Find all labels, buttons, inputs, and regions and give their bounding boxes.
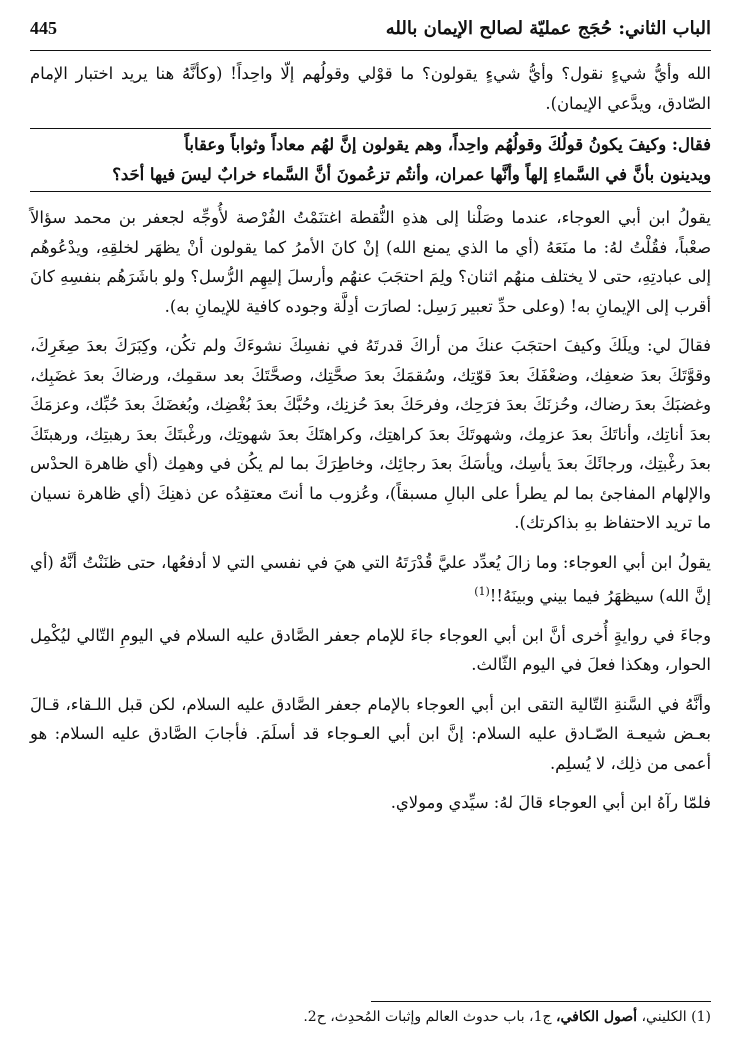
footnote-author: الكليني، <box>641 1009 687 1025</box>
footnote-book: أصول الكافي، <box>555 1009 638 1025</box>
chapter-title: الباب الثاني: حُجَج عمليّة لصالح الإيمان بالله <box>385 18 711 39</box>
paragraph-another-narration: وجاءَ في روايةٍ أُخرى أنَّ ابن أبي العوجاء جاءَ للإمام جعفر الصَّادق عليه السلام في اليومِ التّالي ليُكْمِل الحوار، وهكذا فعلَ في اليوم الثّالث. <box>30 625 711 675</box>
body-text <box>30 59 711 818</box>
footnote <box>30 1006 711 1028</box>
paragraph-reflection <box>30 548 711 611</box>
footnote-reference: ج1، باب حدوث العالم وإثبات المُحدِث، ح2. <box>303 1009 552 1025</box>
paragraph-closing: فلمّا رآهُ ابن أبي العوجاء قالَ لهُ: سيِّدي ومولاي. <box>390 793 711 813</box>
quote-line-2: ويدينون بأنَّ في السَّماءِ إلهاً وأنَّها عمران، وأنتُم تزعُمونَ أنَّ السَّماء خرابٌ ليسَ فيها أحَد؟ <box>112 164 711 184</box>
quote-box <box>30 128 711 192</box>
paragraph-intro: الله وأيُّ شيءٍ نقول؟ وأيُّ شيءٍ يقولون؟ ما قوْلي وقولُهم إلّا واحِداً! (وكأنَّهُ هنا يريد اختبار الإمام الصّادق، ويدَّعي الإيمان). <box>30 64 711 113</box>
page-number: 445 <box>30 18 57 38</box>
footnote-marker[interactable]: (1) <box>474 585 490 598</box>
paragraph-next-year: وأنَّهُ في السَّنةِ التّالية التقى ابن أبي العوجاء بالإمام جعفر الصَّادق عليه السلام، لكن قبل اللـقاء، قـالَ بعـض شيعـة الصّـادق عليه السلام: إنَّ ابن أبي العـوجاء قد أسلَمَ. فأجابَ الصَّادق عليه السلام: هو أعمى من ذلِك، لا يُسلِم. <box>30 694 711 773</box>
running-header <box>30 18 711 51</box>
quote-line-1: فقال: وكيفَ يكونُ قولُكَ وقولُهُم واحِداً، وهم يقولون إنَّ لهُم معاداً وثواباً وعقاباً <box>184 135 711 154</box>
footnote-divider <box>371 1001 711 1002</box>
paragraph-answer: فقالَ لي: ويلَكَ وكيفَ احتجَبَ عنكَ من أراكَ قدرتَهُ في نفسِكَ نشوءَكَ ولم تكُن، وكِبَرَكَ بعدَ صِغَرِكَ، وقوَّتَكَ بعدَ ضعفِك، وضعْفَكَ بعدَ قوّتِك، وسُقمَكَ بعدَ صحَّتِك، وصحَّتَكَ بعد سقمِك، ورضاكَ بعدَ غضَبِك، وغضبَكَ بعدَ رضاك، وحُزنَكَ بعدَ فرَحِك، وفرحَكَ بعدَ حُزنِك، وحُبَّكَ بعدَ بُغْضِك، وبُغضَكَ بعدَ حُبِّك، وعزمَكَ بعدَ أناتِك، وأناتَكَ بعدَ عزمِك، وشهوتَكَ بعدَ كراهتِك، وكراهتَكَ بعدَ شهوتِك، ورغْبتَكَ بعدَ رهبتِك، ورهبتَكَ بعدَ رغْبتِك، ورجائَكَ بعدَ يأسِك، ويأسَكَ بعدَ رجائِك، وخاطِرَكَ بما لم يكُن في وهمِك (أي ظاهرة الحدْس والإلهام المفاجئ بما لم يطرأ على البالِ مسبقاً)، وعُزوب ما أنتَ معتقِدُه عن ذهنِكَ (أي ظاهرة نسيان ما تريد الاحتفاظ بهِ بذاكرتك). <box>30 336 711 532</box>
quote-text <box>30 130 711 189</box>
book-page <box>30 18 711 1049</box>
footnote-number: (1) <box>691 1009 711 1025</box>
paragraph-question: يقولُ ابن أبي العوجاء، عندما وصَلْنا إلى هذهِ النُّقطة اغتنَمْتُ الفُرْصة لأُوجِّه لجعفر بن محمد سؤالاً صعْباً، فقُلْتُ لهُ: ما منَعَهُ (أي ما الذي يمنع الله) إنْ كانَ الأمرُ كما يقولون أنْ يظهَر لخلقِهِ، ويدْعُوهُم إلى عبادتِهِ، حتى لا يختلف منهُم اثنان؟ ولِمَ احتجَبَ عنهُم وأرسلَ إليهِم الرُّسل؟ ولو باشَرَهُم بنفسِهِ كانَ أقرب إلى الإيمانِ به! (وعلى حدِّ تعبير رَسِل: لصارَت أدِلَّة وجوده كافية للإيمانِ به). <box>30 208 711 316</box>
reflection-text: يقولُ ابن أبي العوجاء: وما زالَ يُعدِّد عليَّ قُدْرَتَهُ التي هيَ في نفسي التي لا أدفعُها، حتى ظنَنْتُ أنَّهُ (أي إنَّ الله) سيظهَرُ فيما بيني وبينَهُ!! <box>30 552 711 606</box>
